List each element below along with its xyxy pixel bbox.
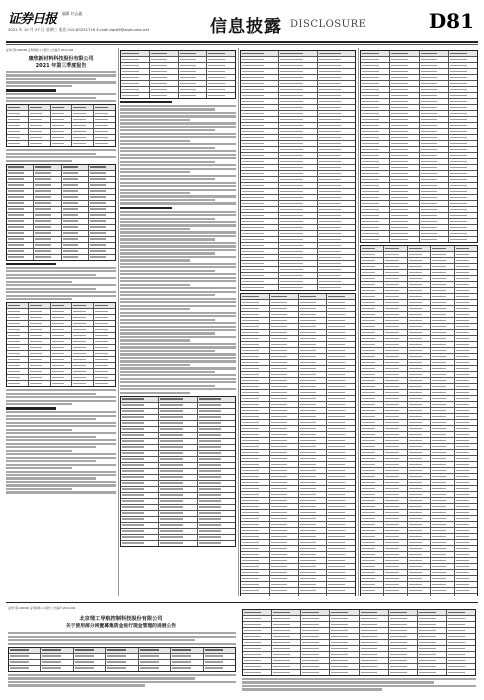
data-table [240, 293, 356, 596]
editor-line: 编辑 杜志鑫 [62, 11, 83, 16]
data-table [8, 647, 236, 672]
text-block [6, 71, 116, 102]
data-table [120, 396, 236, 547]
data-table [242, 609, 476, 676]
company-name: 康欣新材料科技股份有限公司 [28, 56, 94, 62]
section-title-english: DISCLOSURE [290, 19, 367, 30]
text-block [6, 263, 116, 300]
dateline: 2021 年 10 月 27 日 星期三 电话 010-83251716 E-mail:zqrb9@zqrb.sina.net [8, 27, 150, 32]
article-header-line: 证券代码:000000 证券简称:××股份 公告编号:2021-000 [6, 49, 74, 52]
page-number: D81 [428, 9, 474, 33]
data-table [360, 245, 478, 596]
announcement-table-area [242, 607, 476, 693]
data-table [6, 164, 116, 261]
masthead [6, 6, 478, 40]
text-block [6, 389, 116, 493]
data-table [6, 302, 116, 387]
data-table [6, 104, 116, 147]
data-table [120, 50, 236, 99]
bottom-announcement [6, 602, 478, 695]
column-3 [240, 48, 356, 596]
announcement-title: 关于使用部分闲置募集资金进行现金管理的进展公告 [65, 624, 177, 629]
report-title: 2021 年第三季度报告 [35, 63, 87, 69]
company-name: 北京理工导航控制科技股份有限公司 [79, 616, 163, 622]
masthead-thin-rule [6, 44, 478, 45]
announcement-body [8, 631, 236, 693]
data-table [360, 50, 478, 243]
text-block [120, 101, 236, 394]
section-title: 信息披露 [210, 17, 282, 37]
newspaper-logo: 证券日报 [8, 12, 57, 27]
column-separator [118, 48, 119, 596]
column-1 [6, 48, 116, 596]
article-header-line: 证券代码:000000 证券简称:××股份 公告编号:2021-000 [8, 607, 76, 610]
text-block [6, 149, 116, 162]
data-table [240, 50, 356, 291]
column-separator [358, 48, 359, 596]
column-4 [360, 48, 478, 596]
column-separator [238, 48, 239, 596]
masthead-rule [6, 41, 478, 43]
column-2 [120, 48, 236, 596]
